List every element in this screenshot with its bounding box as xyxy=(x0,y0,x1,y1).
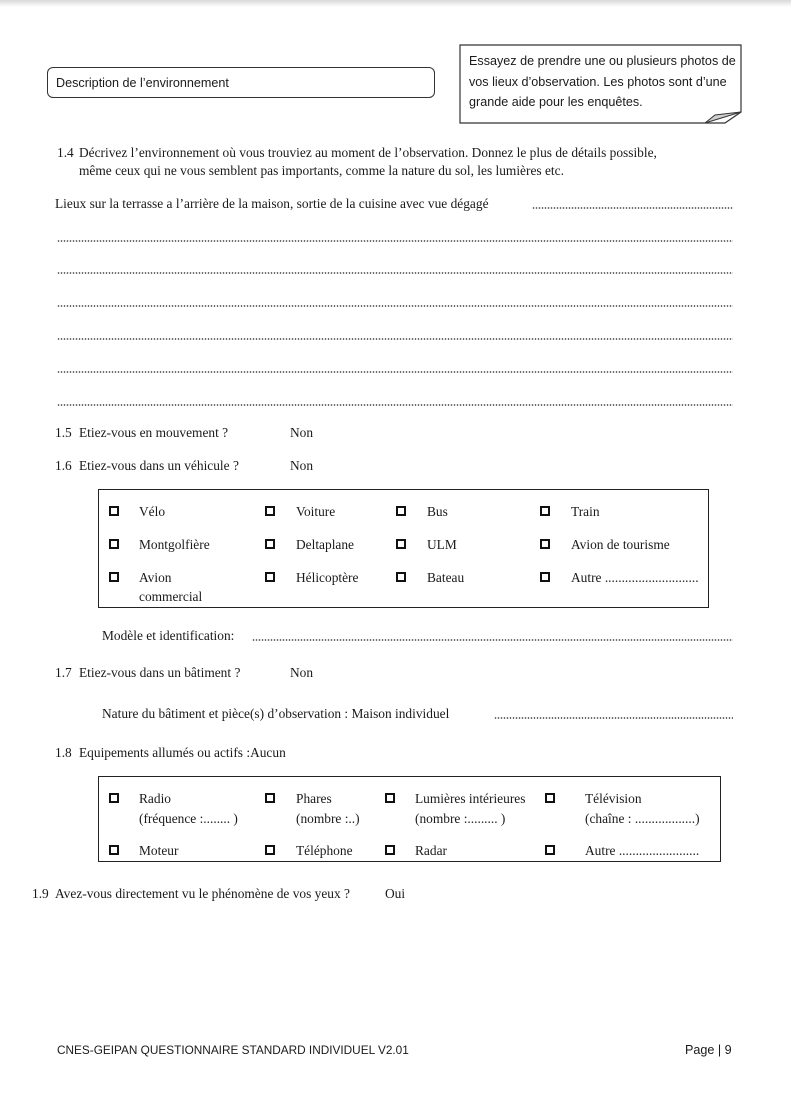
option-moteur: Moteur xyxy=(139,843,179,858)
photo-tip-callout xyxy=(459,44,741,124)
q14-blank-line[interactable] xyxy=(57,240,733,242)
equipment-options-table xyxy=(98,776,721,862)
option-television-channel[interactable]: (chaîne : ..................) xyxy=(585,811,700,826)
checkbox-radio[interactable] xyxy=(109,793,119,803)
q18-question: Equipements allumés ou actifs :Aucun xyxy=(79,745,286,760)
option-autre-equipement: Autre ........................ xyxy=(585,843,700,858)
q15-number: 1.5 xyxy=(55,425,72,440)
model-identification-field[interactable] xyxy=(252,639,733,641)
q14-blank-line[interactable] xyxy=(57,338,733,340)
q14-question-line2: même ceux qui ne vous semblent pas importants, comme la nature du sol, les lumières etc. xyxy=(79,163,564,178)
q19-answer[interactable]: Oui xyxy=(385,886,406,901)
q14-answer[interactable]: Lieux sur la terrasse a l’arrière de la maison, sortie de la cuisine avec vue dégagé xyxy=(55,196,489,211)
option-velo: Vélo xyxy=(139,504,166,519)
checkbox-velo[interactable] xyxy=(109,506,119,516)
option-radar: Radar xyxy=(415,843,447,858)
option-phares-count[interactable]: (nombre :..) xyxy=(296,811,360,826)
checkbox-telephone[interactable] xyxy=(265,845,275,855)
checkbox-helicoptere[interactable] xyxy=(265,572,275,582)
option-bus: Bus xyxy=(427,504,448,519)
vehicle-options-table xyxy=(98,489,709,608)
q16-number: 1.6 xyxy=(55,458,72,473)
q17-number: 1.7 xyxy=(55,665,72,680)
option-bateau: Bateau xyxy=(427,570,465,585)
q14-answer-dots xyxy=(532,207,733,209)
q14-question-line1: Décrivez l’environnement où vous trouviez au moment de l’observation. Donnez le plus de détails possible, xyxy=(79,145,657,160)
checkbox-phares[interactable] xyxy=(265,793,275,803)
checkbox-montgolfiere[interactable] xyxy=(109,539,119,549)
checkbox-bus[interactable] xyxy=(396,506,406,516)
checkbox-autre-equipement[interactable] xyxy=(545,845,555,855)
q14-blank-line[interactable] xyxy=(57,404,733,406)
checkbox-lumieres-interieures[interactable] xyxy=(385,793,395,803)
q17-question: Etiez-vous dans un bâtiment ? xyxy=(79,665,241,680)
building-nature-dots xyxy=(494,717,733,719)
checkbox-moteur[interactable] xyxy=(109,845,119,855)
option-phares: Phares xyxy=(296,791,332,806)
photo-tip-text: Essayez de prendre une ou plusieurs photos de vos lieux d’observation. Les photos sont d’une grande aide pour les enquêtes. xyxy=(469,54,736,109)
q14-blank-line[interactable] xyxy=(57,272,733,274)
option-radio-frequency[interactable]: (fréquence :........ ) xyxy=(139,811,238,826)
section-title: Description de l’environnement xyxy=(56,76,229,90)
checkbox-avion-commercial[interactable] xyxy=(109,572,119,582)
q17-answer[interactable]: Non xyxy=(290,665,314,680)
option-avion-tourisme: Avion de tourisme xyxy=(571,537,670,552)
section-title-box xyxy=(47,67,435,98)
option-telephone: Téléphone xyxy=(296,843,353,858)
option-montgolfiere: Montgolfière xyxy=(139,537,210,552)
option-autre-vehicule: Autre ............................ xyxy=(571,570,699,585)
checkbox-autre-vehicule[interactable] xyxy=(540,572,550,582)
option-television: Télévision xyxy=(585,791,642,806)
option-deltaplane: Deltaplane xyxy=(296,537,354,552)
q16-answer[interactable]: Non xyxy=(290,458,314,473)
checkbox-radar[interactable] xyxy=(385,845,395,855)
option-avion-commercial: Avion commercial xyxy=(139,570,203,604)
q16-question: Etiez-vous dans un véhicule ? xyxy=(79,458,239,473)
q15-question: Etiez-vous en mouvement ? xyxy=(79,425,229,440)
q19-question: Avez-vous directement vu le phénomène de vos yeux ? xyxy=(55,886,350,901)
checkbox-ulm[interactable] xyxy=(396,539,406,549)
checkbox-voiture[interactable] xyxy=(265,506,275,516)
option-lumieres-interieures: Lumières intérieures xyxy=(415,791,526,806)
checkbox-avion-tourisme[interactable] xyxy=(540,539,550,549)
checkbox-television[interactable] xyxy=(545,793,555,803)
footer-document-title: CNES-GEIPAN QUESTIONNAIRE STANDARD INDIVIDUEL V2.01 xyxy=(57,1043,409,1057)
q18-number: 1.8 xyxy=(55,745,72,760)
option-ulm: ULM xyxy=(427,537,457,552)
checkbox-bateau[interactable] xyxy=(396,572,406,582)
option-voiture: Voiture xyxy=(296,504,336,519)
q14-number: 1.4 xyxy=(57,145,74,160)
footer-page-number: Page | 9 xyxy=(685,1043,732,1057)
checkbox-deltaplane[interactable] xyxy=(265,539,275,549)
building-nature-answer[interactable]: Nature du bâtiment et pièce(s) d’observation : Maison individuel xyxy=(102,706,450,721)
q19-number: 1.9 xyxy=(32,886,49,901)
q14-blank-line[interactable] xyxy=(57,371,733,373)
option-helicoptere: Hélicoptère xyxy=(296,570,359,585)
option-train: Train xyxy=(571,504,600,519)
checkbox-train[interactable] xyxy=(540,506,550,516)
q15-answer[interactable]: Non xyxy=(290,425,314,440)
model-identification-label: Modèle et identification: xyxy=(102,628,235,643)
option-radio: Radio xyxy=(139,791,171,806)
q14-blank-line[interactable] xyxy=(57,305,733,307)
option-lumieres-count[interactable]: (nombre :......... ) xyxy=(415,811,506,826)
top-shadow xyxy=(0,0,791,7)
